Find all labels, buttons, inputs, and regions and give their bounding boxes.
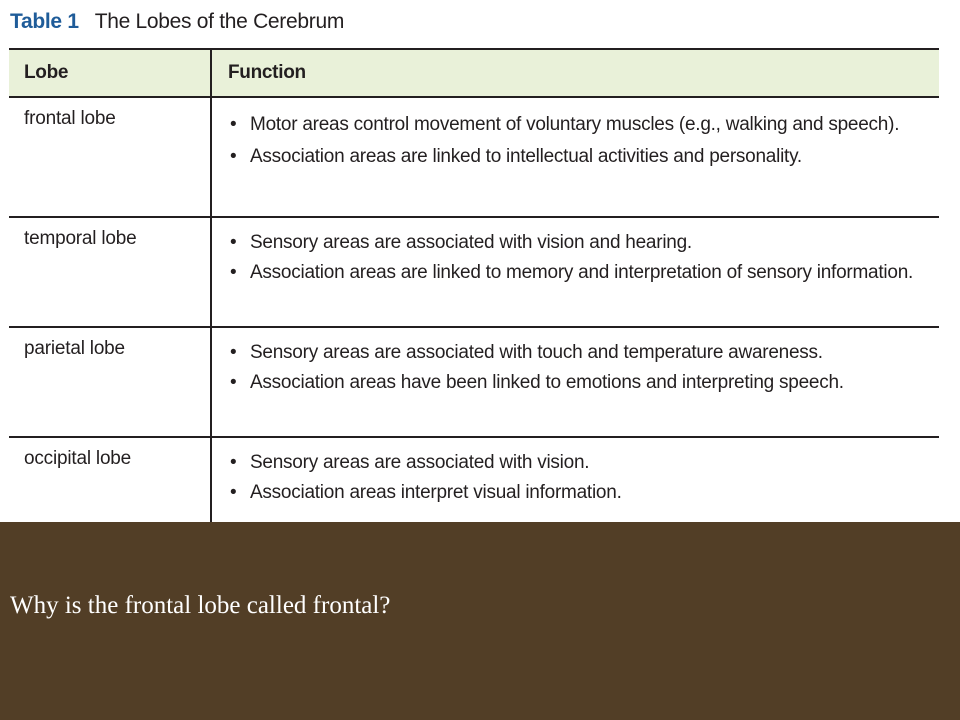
question-panel (0, 522, 960, 720)
function-cell (211, 97, 939, 217)
function-list (230, 338, 927, 398)
table-row-temporal (9, 217, 939, 327)
lobe-cell: parietal lobe (9, 327, 211, 437)
function-cell (211, 217, 939, 327)
function-list (230, 108, 927, 172)
function-item: • Association areas are linked to intellectual activities and personality. (230, 142, 927, 172)
function-list (230, 228, 927, 288)
lobe-cell: frontal lobe (9, 97, 211, 217)
column-header-function: Function (211, 49, 939, 97)
table-row-parietal (9, 327, 939, 437)
function-item: • Sensory areas are associated with vision. (230, 448, 927, 478)
function-cell (211, 327, 939, 437)
lobe-cell: occipital lobe (9, 437, 211, 543)
question-text: Why is the frontal lobe called frontal? (10, 592, 391, 619)
lobe-cell: temporal lobe (9, 217, 211, 327)
function-item: • Motor areas control movement of voluntary muscles (e.g., walking and speech). (230, 108, 927, 142)
function-item: • Association areas have been linked to emotions and interpreting speech. (230, 368, 927, 398)
table-title: The Lobes of the Cerebrum (94, 10, 345, 33)
function-item: • Sensory areas are associated with vision and hearing. (230, 228, 927, 258)
function-list (230, 448, 927, 508)
function-item: • Sensory areas are associated with touch and temperature awareness. (230, 338, 927, 368)
function-item: • Association areas interpret visual information. (230, 478, 927, 508)
table-caption (10, 10, 344, 40)
table-number: Table 1 (10, 10, 79, 33)
table-row-frontal (9, 97, 939, 217)
table-header-row (9, 49, 939, 97)
lobes-table (9, 48, 939, 544)
function-item: • Association areas are linked to memory and interpretation of sensory information. (230, 258, 927, 288)
column-header-lobe: Lobe (9, 49, 211, 97)
